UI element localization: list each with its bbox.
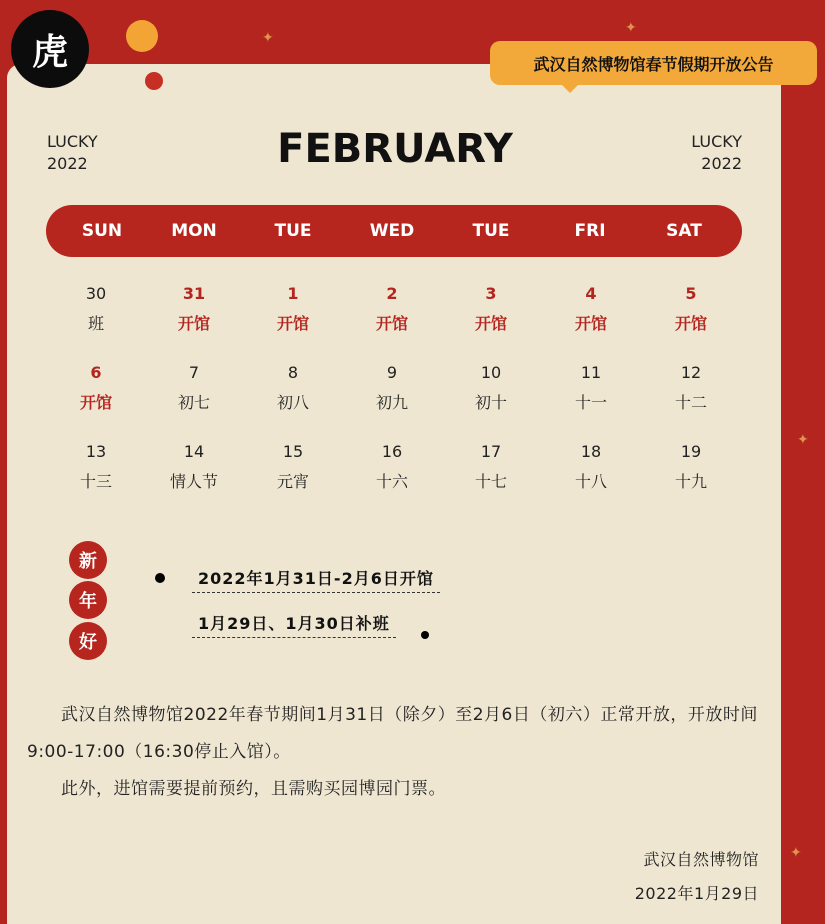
decor-dot-red bbox=[145, 72, 163, 90]
greeting-char: 新 bbox=[69, 541, 107, 579]
calendar-day-number: 1 bbox=[287, 284, 299, 303]
calendar-day-label: 十七 bbox=[474, 472, 507, 491]
calendar-day-number: 12 bbox=[680, 363, 702, 382]
calendar-day bbox=[347, 279, 437, 339]
notice-signature: 武汉自然博物馆 bbox=[643, 850, 759, 869]
calendar-day bbox=[347, 437, 437, 497]
calendar-day-number: 30 bbox=[85, 284, 107, 303]
calendar-day-number: 9 bbox=[386, 363, 398, 382]
calendar-day-number: 3 bbox=[485, 284, 497, 303]
calendar-day bbox=[347, 358, 437, 418]
decor-dot-orange bbox=[126, 20, 158, 52]
calendar-day-number: 6 bbox=[90, 363, 102, 382]
calendar-day-label: 十三 bbox=[79, 472, 112, 491]
lucky-left-label: LUCKY bbox=[47, 132, 98, 151]
timeline-bullet bbox=[155, 573, 165, 583]
weekday-fri: FRI bbox=[574, 221, 606, 241]
calendar-day bbox=[446, 279, 536, 339]
weekday-header-bar bbox=[46, 205, 742, 257]
weekday-mon: MON bbox=[171, 221, 217, 241]
calendar-day bbox=[248, 358, 338, 418]
greeting-char: 年 bbox=[69, 581, 107, 619]
sparkle-icon: ✦ bbox=[262, 30, 274, 46]
calendar-day bbox=[546, 279, 636, 339]
calendar-day-label: 情人节 bbox=[169, 472, 218, 491]
calendar-day bbox=[446, 437, 536, 497]
calendar-day-label: 初七 bbox=[177, 393, 210, 412]
calendar-day-number: 17 bbox=[480, 442, 502, 461]
calendar-day bbox=[646, 437, 736, 497]
weekday-wed: WED bbox=[369, 221, 415, 241]
calendar-day-number: 16 bbox=[381, 442, 403, 461]
notice-paragraph-2: 此外，进馆需要提前预约，且需购买园博园门票。 bbox=[61, 779, 446, 799]
calendar-day-label: 初十 bbox=[474, 393, 507, 412]
notice-date: 2022年1月29日 bbox=[634, 884, 759, 903]
calendar-day bbox=[546, 358, 636, 418]
calendar-day bbox=[646, 358, 736, 418]
calendar-day bbox=[446, 358, 536, 418]
calendar-day-label: 开馆 bbox=[177, 314, 210, 333]
calendar-day-number: 4 bbox=[585, 284, 597, 303]
calendar-day-label: 开馆 bbox=[674, 314, 707, 333]
calendar-day bbox=[248, 437, 338, 497]
weekday-sat: SAT bbox=[666, 221, 702, 241]
lucky-left-year: 2022 bbox=[47, 154, 88, 173]
sparkle-icon: ✦ bbox=[790, 845, 802, 861]
tiger-badge: 虎 bbox=[11, 10, 89, 88]
calendar-day-label: 十九 bbox=[674, 472, 707, 491]
calendar-day bbox=[149, 437, 239, 497]
sparkle-icon: ✦ bbox=[625, 20, 637, 36]
lucky-right bbox=[691, 131, 742, 175]
notice-paragraph-1: 武汉自然博物馆2022年春节期间1月31日（除夕）至2月6日（初六）正常开放，开放时间9:00-17:00（16:30停止入馆）。 bbox=[27, 705, 758, 762]
sparkle-icon: ✦ bbox=[797, 432, 809, 448]
calendar-day-label: 开馆 bbox=[79, 393, 112, 412]
calendar-day-label: 开馆 bbox=[474, 314, 507, 333]
notice-title-banner: 武汉自然博物馆春节假期开放公告 bbox=[490, 41, 817, 85]
calendar-day-number: 18 bbox=[580, 442, 602, 461]
calendar-day-number: 15 bbox=[282, 442, 304, 461]
calendar-day bbox=[149, 279, 239, 339]
calendar-day-number: 10 bbox=[480, 363, 502, 382]
calendar-day-label: 十八 bbox=[574, 472, 607, 491]
calendar-day bbox=[149, 358, 239, 418]
month-title: FEBRUARY bbox=[277, 126, 513, 172]
calendar-day bbox=[248, 279, 338, 339]
calendar-day-label: 班 bbox=[87, 314, 104, 333]
timeline-makeup-days: 1月29日、1月30日补班 bbox=[192, 611, 396, 638]
calendar-day-label: 开馆 bbox=[276, 314, 309, 333]
calendar-day bbox=[546, 437, 636, 497]
timeline-bullet bbox=[421, 631, 429, 639]
calendar-day-label: 元宵 bbox=[276, 472, 309, 491]
calendar-day-label: 十一 bbox=[574, 393, 607, 412]
greeting-char: 好 bbox=[69, 622, 107, 660]
weekday-tue: TUE bbox=[274, 221, 312, 241]
calendar-day bbox=[51, 437, 141, 497]
calendar-day-number: 14 bbox=[183, 442, 205, 461]
calendar-day-number: 11 bbox=[580, 363, 602, 382]
calendar-day-number: 19 bbox=[680, 442, 702, 461]
calendar-day-number: 13 bbox=[85, 442, 107, 461]
calendar-day-number: 2 bbox=[386, 284, 398, 303]
calendar-day bbox=[51, 279, 141, 339]
calendar-day-number: 7 bbox=[188, 363, 200, 382]
lucky-right-label: LUCKY bbox=[691, 132, 742, 151]
calendar-day-label: 初八 bbox=[276, 393, 309, 412]
weekday-thu: TUE bbox=[472, 221, 510, 241]
weekday-sun: SUN bbox=[81, 221, 123, 241]
calendar-day-number: 5 bbox=[685, 284, 697, 303]
lucky-right-year: 2022 bbox=[701, 154, 742, 173]
calendar-day bbox=[646, 279, 736, 339]
timeline-open-dates: 2022年1月31日-2月6日开馆 bbox=[192, 566, 440, 593]
calendar-day-label: 开馆 bbox=[375, 314, 408, 333]
calendar-day-label: 初九 bbox=[375, 393, 408, 412]
calendar-day-label: 十六 bbox=[375, 472, 408, 491]
calendar-day-number: 31 bbox=[182, 284, 206, 303]
calendar-day-label: 十二 bbox=[674, 393, 707, 412]
calendar-day-label: 开馆 bbox=[574, 314, 607, 333]
calendar-day bbox=[51, 358, 141, 418]
calendar-day-number: 8 bbox=[287, 363, 299, 382]
